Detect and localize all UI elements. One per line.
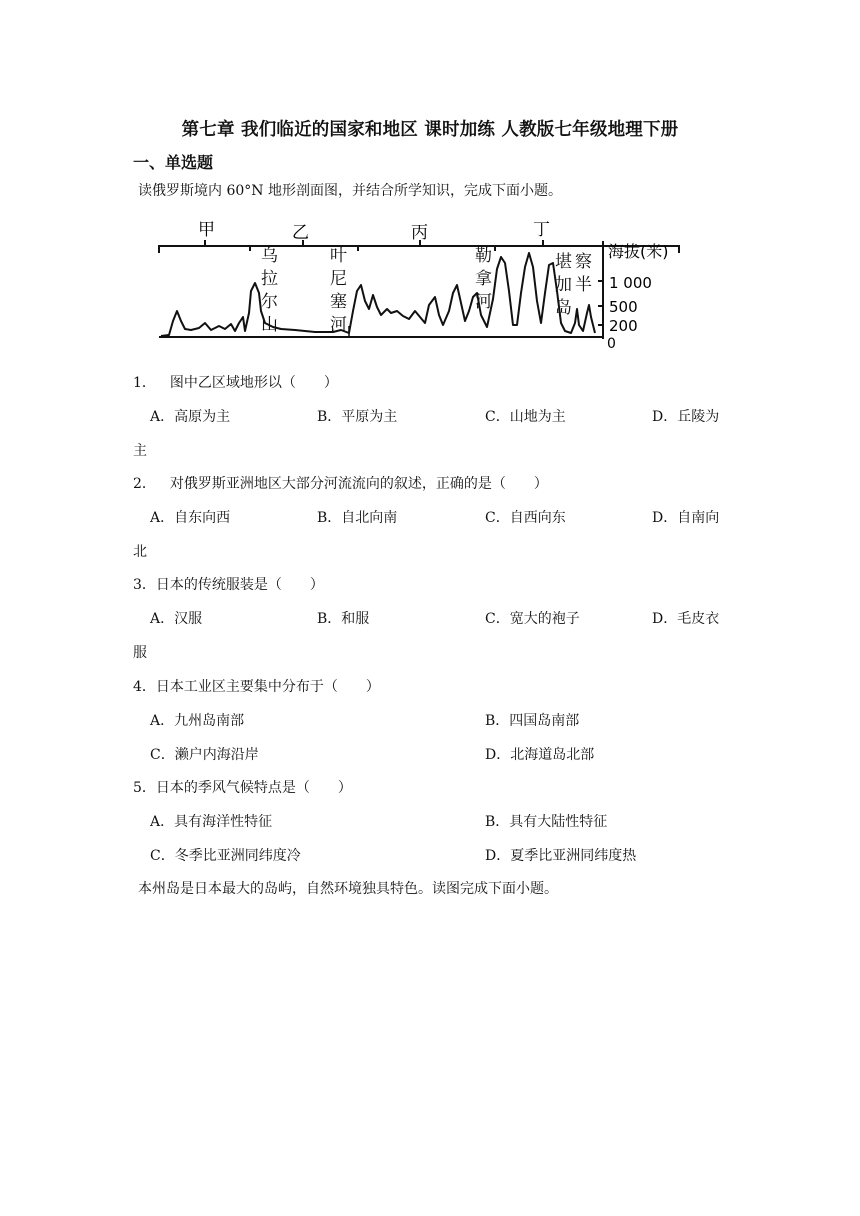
q3-option-c: C．宽大的袍子 [485,611,580,627]
label-kamchatka-a1: 堪 [555,252,572,272]
q5-option-b: B．具有大陆性特征 [485,814,608,830]
q5-option-c: C．冬季比亚洲同纬度冷 [150,848,301,864]
label-kamchatka-a3: 岛 [555,298,572,318]
axis-tick-0: 0 [607,336,616,350]
question-text: 日本工业区主要集中分布于（ ） [155,679,380,695]
question-2 [133,473,548,493]
region-ding: 丁 [533,220,550,240]
section-heading: 一、单选题 [133,153,214,172]
intro-text: 读俄罗斯境内 60°N 地形剖面图，并结合所学知识，完成下面小题。 [138,183,562,199]
question-1 [133,372,338,392]
question-text: 图中乙区域地形以（ ） [169,375,338,391]
page-title: 第七章 我们临近的国家和地区 课时加练 人教版七年级地理下册 [181,120,679,140]
label-lena-1: 勒 [475,246,492,266]
label-kamchatka-b2: 半 [575,275,592,295]
question-4 [133,676,380,696]
q4-option-a: A．九州岛南部 [150,713,245,729]
q2-option-a: A．自东向西 [150,510,231,526]
label-yenisei-1: 叶 [330,246,347,266]
label-kamchatka-a2: 加 [555,275,572,295]
region-yi: 乙 [292,223,309,243]
label-yenisei-4: 河 [330,315,347,335]
region-jia: 甲 [198,220,215,240]
axis-title: 海拔(米) [608,242,669,261]
q3-option-b: B．和服 [317,611,370,627]
terrain-line [161,253,595,336]
axis-tick-500: 500 [609,298,638,316]
question-text: 对俄罗斯亚洲地区大部分河流流向的叙述，正确的是（ ） [169,476,548,492]
axis-tick-1000: 1 000 [609,274,652,292]
q1-option-c: C．山地为主 [485,409,566,425]
label-kamchatka-b1: 察 [575,252,592,272]
question-5 [133,777,352,797]
question-number: 2． [133,476,156,492]
label-ural-4: 山 [261,315,278,335]
question-number: 4． [133,679,156,695]
q5-option-d: D．夏季比亚洲同纬度热 [485,848,637,864]
question-number: 5． [133,780,156,796]
q1-option-d: D．丘陵为 [652,409,720,425]
label-yenisei-3: 塞 [330,292,347,312]
question-number: 3． [133,577,156,593]
label-yenisei-2: 尼 [330,269,347,289]
q4-option-b: B．四国岛南部 [485,713,580,729]
q1-option-a: A．高原为主 [150,409,231,425]
q2-option-d-wrap: 北 [133,544,147,560]
q2-option-d: D．自南向 [652,510,720,526]
question-3 [133,574,324,594]
label-ural-3: 尔 [261,292,278,312]
axis-tick-200: 200 [609,317,638,335]
label-lena-3: 河 [475,292,492,312]
q5-option-a: A．具有海洋性特征 [150,814,273,830]
question-text: 日本的季风气候特点是（ ） [155,780,352,796]
label-ural-2: 拉 [261,269,278,289]
q4-option-c: C．濑户内海沿岸 [150,747,259,763]
q3-option-d-wrap: 服 [133,645,147,661]
label-lena-2: 拿 [475,269,492,289]
q1-option-b: B．平原为主 [317,409,398,425]
q3-option-d: D．毛皮衣 [652,611,720,627]
q1-option-d-wrap: 主 [133,443,147,459]
label-ural-1: 乌 [261,246,278,266]
region-bing: 丙 [411,223,428,243]
question-text: 日本的传统服装是（ ） [155,577,324,593]
q2-option-c: C．自西向东 [485,510,566,526]
q3-option-a: A．汉服 [150,611,203,627]
q4-option-d: D．北海道岛北部 [485,747,595,763]
terrain-profile-figure [155,213,685,350]
intro-text-2: 本州岛是日本最大的岛屿，自然环境独具特色。读图完成下面小题。 [138,881,558,897]
q2-option-b: B．自北向南 [317,510,398,526]
question-number: 1． [133,375,156,391]
